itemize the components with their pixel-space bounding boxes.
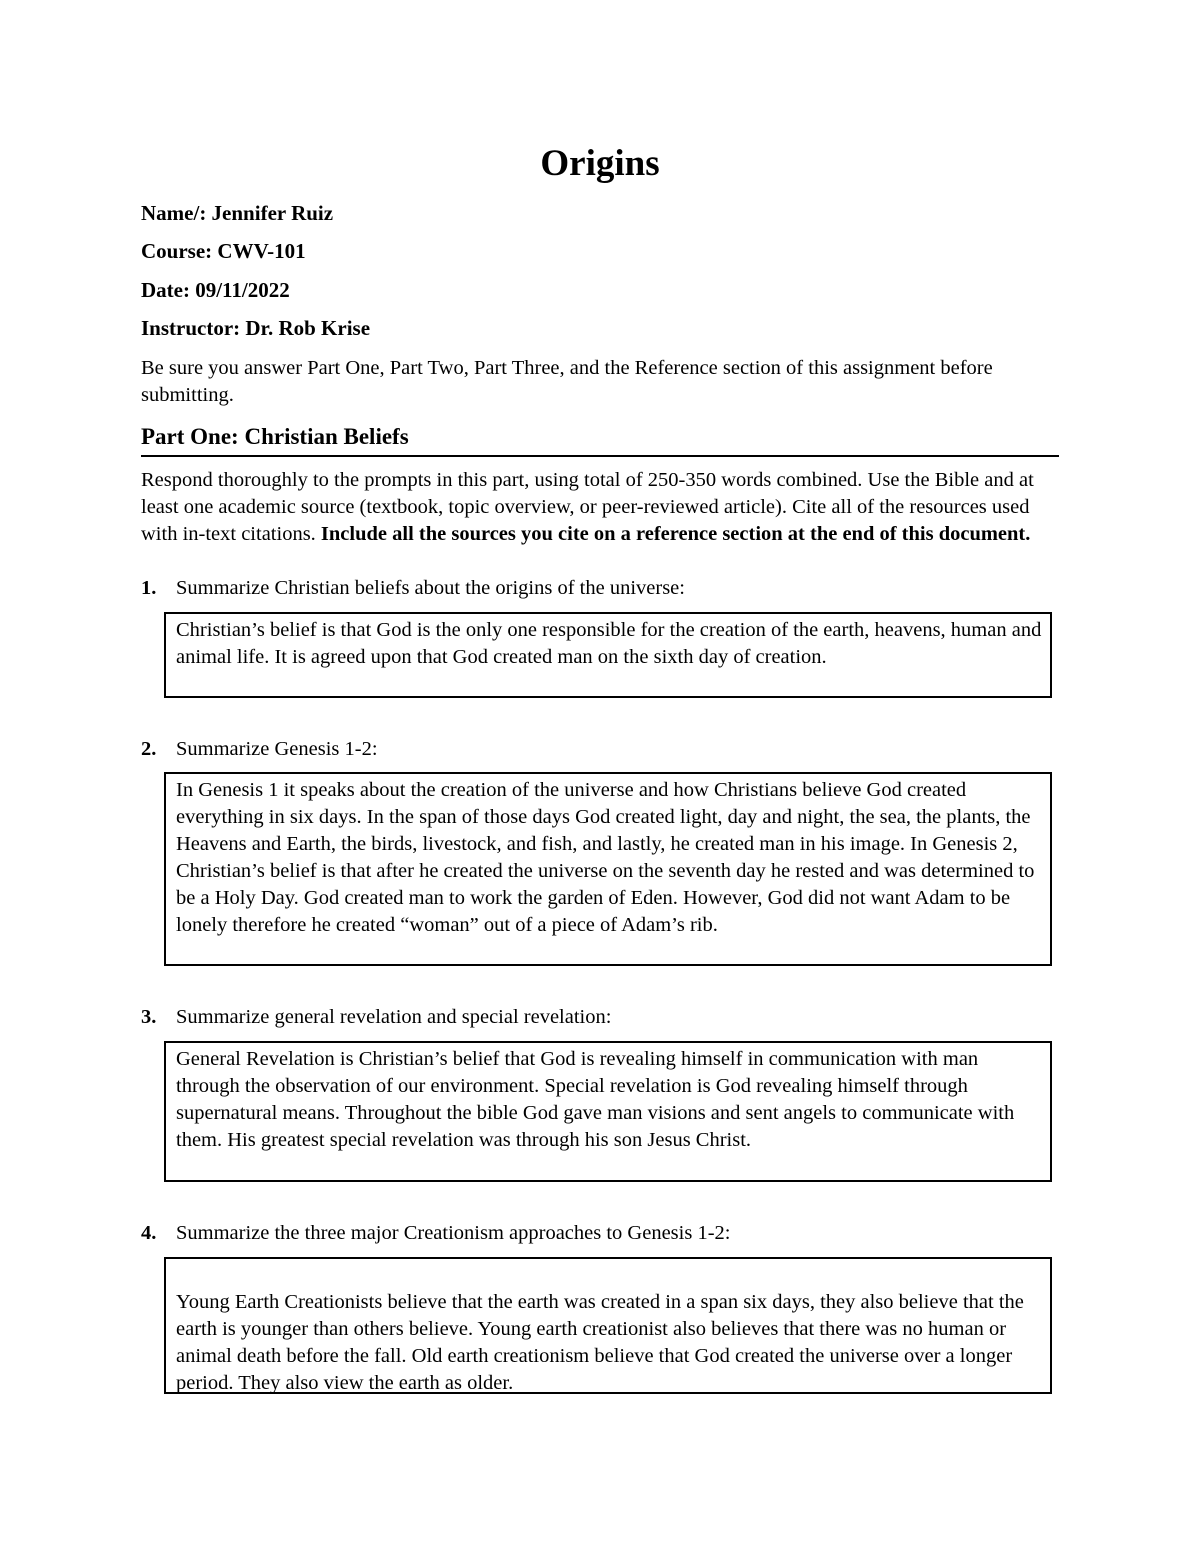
instructor-line: Instructor: Dr. Rob Krise — [141, 316, 371, 340]
part-one-intro-text: Respond thoroughly to the prompts in this part, using total of 250-350 words combined. Use the Bible and at least one academic source (textbook, topic overview, or peer-reviewed article). Cite all of the resources used with in-text citations. — [141, 469, 1034, 545]
question-3 — [141, 1004, 611, 1031]
answer-box-3[interactable]: General Revelation is Christian’s belief that God is revealing himself in communication with man through the observation of our environment. Special revelation is God revealing himself through supernatural means. Throughout the bible God gave man visions and sent angels to communicate with them. His greatest special revelation was through his son Jesus Christ. — [164, 1041, 1052, 1182]
part-one-heading: Part One: Christian Beliefs — [141, 421, 1059, 457]
answer-box-4[interactable]: Young Earth Creationists believe that the earth was created in a span six days, they also believe that the earth is younger than others believe. Young earth creationist also believes that there was no human or animal death before the fall. Old earth creationism believe that God created the universe over a longer period. They also view the earth as older. — [164, 1257, 1052, 1394]
date-line: Date: 09/11/2022 — [141, 278, 290, 302]
question-number: 2. — [141, 738, 157, 760]
question-prompt: Summarize Christian beliefs about the origins of the universe: — [176, 577, 685, 599]
question-2 — [141, 736, 378, 763]
name-line: Name/: Jennifer Ruiz — [141, 201, 334, 225]
question-number: 1. — [141, 577, 157, 599]
question-number: 4. — [141, 1222, 157, 1244]
question-prompt: Summarize the three major Creationism approaches to Genesis 1-2: — [176, 1222, 731, 1244]
answer-box-2[interactable]: In Genesis 1 it speaks about the creation of the universe and how Christians believe God created everything in six days. In the span of those days God created light, day and night, the sea, the plants, the Heavens and Earth, the birds, livestock, and fish, and lastly, he created man in his image. In Genesis 2, Christian’s belief is that after he created the universe on the seventh day he rested and was determined to be a Holy Day. God created man to work the garden of Eden. However, God did not want Adam to be lonely therefore he created “woman” out of a piece of Adam’s rib. — [164, 772, 1052, 966]
document-title: Origins — [540, 143, 660, 184]
part-one-intro-bold: Include all the sources you cite on a reference section at the end of this document. — [320, 523, 1031, 545]
assignment-instructions: Be sure you answer Part One, Part Two, Part Three, and the Reference section of this assignment before submitting. — [141, 357, 993, 406]
question-prompt: Summarize Genesis 1-2: — [176, 738, 378, 760]
question-4 — [141, 1220, 730, 1247]
part-one-intro — [141, 467, 1061, 548]
question-1 — [141, 575, 685, 602]
answer-box-1[interactable]: Christian’s belief is that God is the only one responsible for the creation of the earth, heavens, human and animal life. It is agreed upon that God created man on the sixth day of creation. — [164, 612, 1052, 698]
question-number: 3. — [141, 1006, 157, 1028]
question-prompt: Summarize general revelation and special revelation: — [176, 1006, 612, 1028]
course-line: Course: CWV-101 — [141, 239, 306, 263]
